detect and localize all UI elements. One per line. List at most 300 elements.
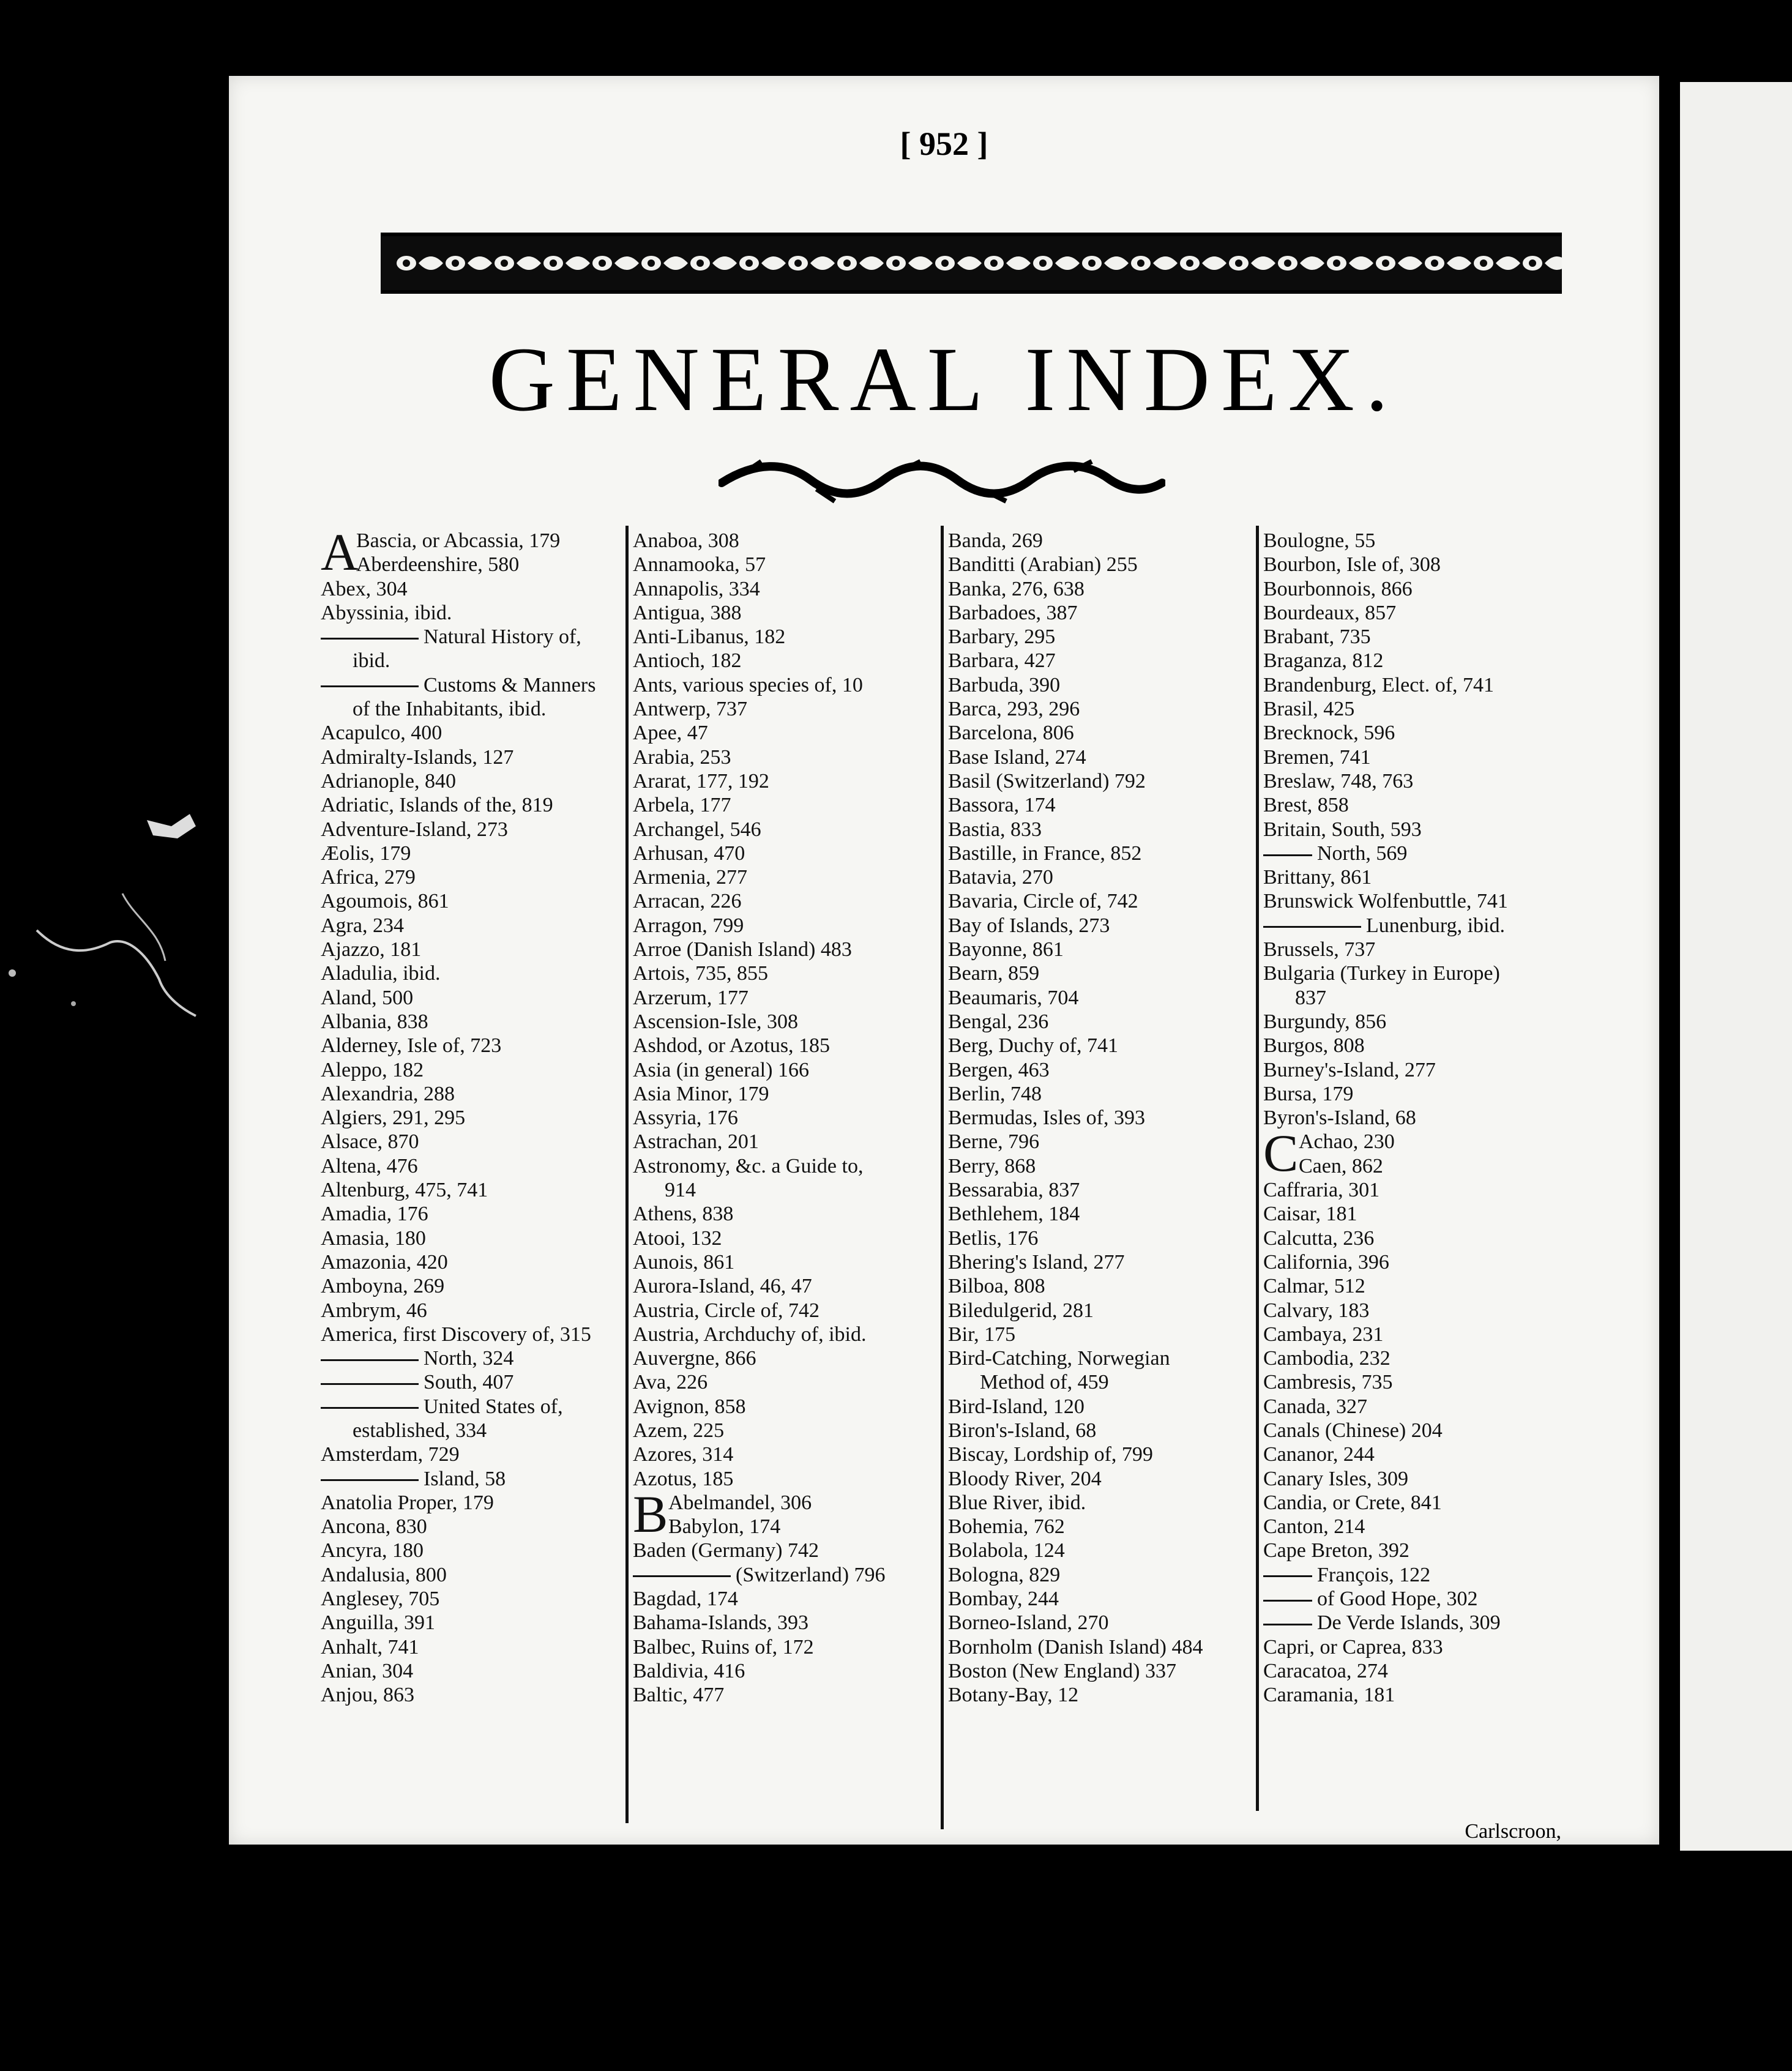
- ornament-leaf: [859, 256, 884, 270]
- index-entry: [948, 1274, 1257, 1298]
- entry-text: Albania, 838: [321, 1010, 428, 1033]
- index-entry: [633, 1539, 942, 1562]
- entry-text: Cape Breton, 392: [1263, 1539, 1409, 1562]
- index-entry: [321, 1515, 630, 1539]
- index-entry: [633, 1202, 942, 1226]
- index-entry: [321, 1491, 630, 1515]
- index-entry: [633, 721, 942, 745]
- index-entry: [948, 721, 1257, 745]
- entry-text: Alderney, Isle of, 723: [321, 1034, 502, 1058]
- index-entry: [633, 1250, 942, 1274]
- ornament-leaf: [614, 256, 639, 270]
- index-entry: [948, 1202, 1257, 1226]
- entry-text: established, 334: [353, 1419, 487, 1442]
- entry-text: Atooi, 132: [633, 1226, 722, 1250]
- entry-text: Bayonne, 861: [948, 938, 1064, 961]
- ornament-rosette-center: [501, 259, 508, 267]
- index-entry: [633, 577, 942, 601]
- entry-text: Abyssinia, ibid.: [321, 601, 452, 624]
- entry-text: Babylon, 174: [668, 1515, 781, 1539]
- index-entry: [633, 745, 942, 769]
- entry-text: Biron's-Island, 68: [948, 1419, 1097, 1442]
- index-entry: [948, 1587, 1257, 1611]
- entry-text: Botany-Bay, 12: [948, 1684, 1079, 1707]
- ornament-leaf: [1006, 256, 1031, 270]
- entry-text: of the Inhabitants, ibid.: [353, 698, 547, 721]
- entry-text: Anguilla, 391: [321, 1611, 435, 1635]
- ditto-dash: [1263, 1600, 1312, 1602]
- entry-text: Caen, 862: [1299, 1154, 1383, 1177]
- ditto-dash: [321, 638, 419, 640]
- ornament-rosette-center: [1088, 259, 1096, 267]
- entry-text: Lunenburg, ibid.: [1366, 914, 1505, 937]
- entry-text: Bahama-Islands, 393: [633, 1611, 809, 1635]
- entry-text: Barbara, 427: [948, 649, 1056, 673]
- entry-text: Basil (Switzerland) 792: [948, 769, 1146, 793]
- entry-text: Amadia, 176: [321, 1203, 428, 1226]
- entry-text: Caramania, 181: [1263, 1684, 1395, 1707]
- index-entry: [948, 1154, 1257, 1178]
- entry-text: Arzerum, 177: [633, 986, 749, 1009]
- ornament-leaf: [1447, 256, 1471, 270]
- index-entry: [633, 673, 942, 697]
- index-entry: [321, 697, 630, 721]
- index-entry: [948, 649, 1257, 673]
- index-entry: [1263, 1106, 1588, 1130]
- entry-text: Agra, 234: [321, 914, 404, 937]
- entry-text: Altena, 476: [321, 1154, 418, 1177]
- index-entry: [321, 1611, 630, 1635]
- entry-text: Arabia, 253: [633, 745, 731, 769]
- entry-text: Africa, 279: [321, 866, 416, 889]
- entry-text: Bulgaria (Turkey in Europe): [1263, 962, 1500, 985]
- index-entry: [633, 914, 942, 938]
- entry-text: Canton, 214: [1263, 1515, 1365, 1539]
- entry-text: Caisar, 181: [1263, 1203, 1357, 1226]
- index-entry: [321, 938, 630, 961]
- entry-text: Berne, 796: [948, 1130, 1040, 1154]
- entry-text: Bohemia, 762: [948, 1515, 1065, 1539]
- entry-text: Burgundy, 856: [1263, 1010, 1387, 1033]
- entry-text: Auvergne, 866: [633, 1347, 756, 1370]
- index-entry: [633, 961, 942, 985]
- entry-text: Bremen, 741: [1263, 745, 1371, 769]
- ornament-leaf: [1496, 256, 1520, 270]
- index-entry: [633, 1683, 942, 1707]
- entry-text: Bergen, 463: [948, 1058, 1050, 1081]
- index-entry: [948, 1442, 1257, 1466]
- entry-text: Biledulgerid, 281: [948, 1299, 1094, 1322]
- index-entry: [1263, 865, 1588, 889]
- index-entry: [321, 745, 630, 769]
- index-entry: [633, 818, 942, 841]
- index-entry: [321, 986, 630, 1010]
- index-entry: [321, 577, 630, 601]
- index-entry: [321, 961, 630, 985]
- entry-text: Azores, 314: [633, 1443, 734, 1466]
- entry-text: Admiralty-Islands, 127: [321, 745, 514, 769]
- entry-text: Brunswick Wolfenbuttle, 741: [1263, 890, 1508, 913]
- entry-text: Bourdeaux, 857: [1263, 601, 1397, 624]
- entry-text: De Verde Islands, 309: [1317, 1611, 1501, 1635]
- index-entry: [1263, 914, 1588, 938]
- index-entry: [948, 818, 1257, 841]
- entry-text: Bay of Islands, 273: [948, 914, 1110, 937]
- index-entry: [321, 1082, 630, 1106]
- index-entry: [948, 841, 1257, 865]
- index-entry: [321, 601, 630, 625]
- ornament-rosette-center: [599, 259, 606, 267]
- entry-text: Amasia, 180: [321, 1226, 426, 1250]
- index-entry: [948, 601, 1257, 625]
- index-entry: [321, 1467, 630, 1491]
- ditto-dash: [1263, 854, 1312, 856]
- entry-text: Island, 58: [424, 1467, 506, 1490]
- index-entry: [948, 865, 1257, 889]
- entry-text: Aurora-Island, 46, 47: [633, 1275, 812, 1298]
- drop-cap-letter: A: [321, 523, 359, 581]
- index-entry: [321, 625, 630, 649]
- index-entry: [633, 1034, 942, 1058]
- index-entry: [321, 1010, 630, 1034]
- entry-text: Adventure-Island, 273: [321, 818, 508, 841]
- entry-text: Cambresis, 735: [1263, 1371, 1393, 1394]
- index-entry: [1263, 1395, 1588, 1419]
- index-entry: [948, 1467, 1257, 1491]
- ornament-rosette-center: [843, 259, 851, 267]
- index-entry: [633, 1659, 942, 1683]
- index-entry: [321, 1106, 630, 1130]
- ornament-leaf: [908, 256, 933, 270]
- entry-text: Capri, or Caprea, 833: [1263, 1635, 1443, 1659]
- index-entry: [633, 986, 942, 1010]
- index-entry: [321, 1635, 630, 1659]
- index-entry: [1263, 625, 1588, 649]
- index-entry: [321, 1178, 630, 1202]
- entry-text: François, 122: [1317, 1563, 1431, 1586]
- entry-text: Barbuda, 390: [948, 673, 1061, 696]
- entry-text: Annamooka, 57: [633, 553, 766, 577]
- index-entry: [633, 1154, 942, 1178]
- entry-text: North, 569: [1317, 841, 1408, 865]
- index-entry: [633, 697, 942, 721]
- index-entry: [948, 1178, 1257, 1202]
- index-entry: [633, 601, 942, 625]
- index-entry: [321, 769, 630, 793]
- index-entry: [1263, 1539, 1588, 1562]
- index-entry: [948, 745, 1257, 769]
- index-entry: [948, 1563, 1257, 1587]
- index-entry: [321, 865, 630, 889]
- index-entry: [321, 1250, 630, 1274]
- index-entry: [1263, 961, 1588, 985]
- entry-text: Bloody River, 204: [948, 1467, 1102, 1490]
- entry-text: Anhalt, 741: [321, 1635, 419, 1659]
- index-entry: [1263, 1659, 1588, 1683]
- entry-text: Candia, or Crete, 841: [1263, 1491, 1442, 1514]
- entry-text: Barca, 293, 296: [948, 698, 1080, 721]
- entry-text: Asia (in general) 166: [633, 1058, 809, 1081]
- entry-text: Aleppo, 182: [321, 1058, 424, 1081]
- entry-text: Alexandria, 288: [321, 1082, 455, 1105]
- ornament-leaf: [1251, 256, 1275, 270]
- drop-cap-letter: B: [633, 1484, 668, 1543]
- entry-text: Arroe (Danish Island) 483: [633, 938, 852, 961]
- entry-text: Brabant, 735: [1263, 625, 1371, 649]
- entry-text: Apee, 47: [633, 722, 708, 745]
- entry-text: Barcelona, 806: [948, 722, 1074, 745]
- entry-text: Calvary, 183: [1263, 1299, 1370, 1322]
- entry-text: Bethlehem, 184: [948, 1203, 1080, 1226]
- index-column-1: [321, 523, 630, 1707]
- entry-text: Ajazzo, 181: [321, 938, 422, 961]
- ornament-rosette-center: [648, 259, 655, 267]
- ornament-rosette-center: [1529, 259, 1536, 267]
- index-entry: [948, 577, 1257, 601]
- entry-text: Brandenburg, Elect. of, 741: [1263, 673, 1495, 696]
- entry-text: Berlin, 748: [948, 1082, 1042, 1105]
- index-entry: [321, 721, 630, 745]
- index-entry: [633, 1563, 942, 1587]
- index-entry: [633, 938, 942, 961]
- index-entry: [1263, 1226, 1588, 1250]
- entry-text: Ambrym, 46: [321, 1299, 427, 1322]
- index-entry: [321, 889, 630, 913]
- index-entry: [633, 1106, 942, 1130]
- entry-text: Bombay, 244: [948, 1588, 1059, 1611]
- entry-text: Altenburg, 475, 741: [321, 1179, 488, 1202]
- entry-text: Canary Isles, 309: [1263, 1467, 1409, 1490]
- index-entry: [321, 1563, 630, 1587]
- entry-text: Calcutta, 236: [1263, 1226, 1375, 1250]
- entry-text: Artois, 735, 855: [633, 962, 768, 985]
- entry-text: Cambodia, 232: [1263, 1347, 1391, 1370]
- index-entry: [321, 673, 630, 697]
- entry-text: Athens, 838: [633, 1203, 734, 1226]
- ditto-dash: [1263, 1624, 1312, 1625]
- index-entry: [321, 1154, 630, 1178]
- index-entry: [633, 1274, 942, 1298]
- index-entry: [1263, 673, 1588, 697]
- index-entry: [633, 1611, 942, 1635]
- entry-text: Britain, South, 593: [1263, 818, 1422, 841]
- entry-text: 837: [1295, 986, 1326, 1009]
- ornament-rosette-center: [892, 259, 900, 267]
- ornament-leaf: [1349, 256, 1373, 270]
- index-entry: [948, 1515, 1257, 1539]
- index-entry: [1263, 1419, 1588, 1442]
- entry-text: Acapulco, 400: [321, 722, 442, 745]
- entry-text: Brussels, 737: [1263, 938, 1376, 961]
- index-entry: [1263, 649, 1588, 673]
- entry-text: Abex, 304: [321, 577, 408, 600]
- entry-text: Brecknock, 596: [1263, 722, 1395, 745]
- index-column-2: [633, 529, 942, 1707]
- entry-text: ibid.: [353, 649, 390, 673]
- entry-text: Amboyna, 269: [321, 1275, 445, 1298]
- index-entry: [948, 553, 1257, 577]
- entry-text: Customs & Manners: [424, 673, 596, 696]
- index-entry: [948, 938, 1257, 961]
- ornament-rosette-center: [403, 259, 410, 267]
- entry-text: Batavia, 270: [948, 866, 1053, 889]
- entry-text: Anglesey, 705: [321, 1588, 440, 1611]
- index-entry: [321, 1034, 630, 1058]
- index-entry: [948, 1346, 1257, 1370]
- index-entry: [948, 1250, 1257, 1274]
- entry-text: Caffraria, 301: [1263, 1179, 1380, 1202]
- drop-cap-letter: C: [1263, 1124, 1299, 1183]
- index-entry: [633, 769, 942, 793]
- ornament-rosette-center: [745, 259, 753, 267]
- index-entry: [321, 1299, 630, 1323]
- index-entry: [633, 1346, 942, 1370]
- entry-text: Antioch, 182: [633, 649, 742, 673]
- index-entry: [633, 1419, 942, 1442]
- index-entry: [948, 1419, 1257, 1442]
- entry-text: Ancona, 830: [321, 1515, 427, 1539]
- entry-text: Baldivia, 416: [633, 1659, 745, 1682]
- entry-text: Bornholm (Danish Island) 484: [948, 1635, 1203, 1659]
- entry-text: Annapolis, 334: [633, 577, 760, 600]
- entry-text: Bologna, 829: [948, 1563, 1061, 1586]
- entry-text: Boulogne, 55: [1263, 529, 1376, 552]
- catchword: Carlscroon,: [1465, 1820, 1561, 1843]
- ditto-dash: [1263, 926, 1361, 928]
- entry-text: United States of,: [424, 1395, 563, 1418]
- index-entry: [321, 1370, 630, 1394]
- entry-text: of Good Hope, 302: [1317, 1588, 1478, 1611]
- ornament-rosette-center: [1382, 259, 1389, 267]
- index-entry: [1263, 1154, 1588, 1178]
- index-entry: [321, 1659, 630, 1683]
- entry-text: California, 396: [1263, 1250, 1389, 1274]
- index-entry: [321, 841, 630, 865]
- index-entry: [1263, 1274, 1588, 1298]
- index-entry: [948, 914, 1257, 938]
- entry-text: Bird-Catching, Norwegian: [948, 1347, 1170, 1370]
- entry-text: Aberdeenshire, 580: [356, 553, 520, 577]
- entry-text: Bastille, in France, 852: [948, 841, 1142, 865]
- entry-text: Breslaw, 748, 763: [1263, 769, 1414, 793]
- index-entry: [633, 649, 942, 673]
- index-entry: [1263, 1346, 1588, 1370]
- entry-text: Arbela, 177: [633, 794, 731, 817]
- ornament-rosette-center: [1186, 259, 1193, 267]
- index-entry: [633, 1130, 942, 1154]
- index-entry: [1263, 1683, 1588, 1707]
- entry-text: Avignon, 858: [633, 1395, 746, 1418]
- index-entry: [1263, 986, 1588, 1010]
- index-entry: [948, 1370, 1257, 1394]
- index-entry: [321, 649, 630, 673]
- index-entry: [633, 865, 942, 889]
- entry-text: Banditti (Arabian) 255: [948, 553, 1138, 577]
- entry-text: Alsace, 870: [321, 1130, 419, 1154]
- entry-text: Bursa, 179: [1263, 1082, 1354, 1105]
- entry-text: Arragon, 799: [633, 914, 744, 937]
- index-entry: [633, 1587, 942, 1611]
- index-entry: [1263, 1034, 1588, 1058]
- ornament-leaf: [663, 256, 688, 270]
- entry-text: Anaboa, 308: [633, 529, 739, 552]
- index-entry: [633, 553, 942, 577]
- entry-text: Astronomy, &c. a Guide to,: [633, 1154, 864, 1177]
- entry-text: Bir, 175: [948, 1323, 1016, 1346]
- entry-text: Amsterdam, 729: [321, 1443, 460, 1466]
- entry-text: Agoumois, 861: [321, 890, 449, 913]
- entry-text: Banka, 276, 638: [948, 577, 1085, 600]
- entry-text: Barbadoes, 387: [948, 601, 1078, 624]
- ornament-rosette-center: [696, 259, 704, 267]
- ditto-dash: [321, 1407, 419, 1409]
- index-entry: [948, 1611, 1257, 1635]
- index-entry: [948, 769, 1257, 793]
- index-entry: [633, 1323, 942, 1346]
- ornament-leaf: [1104, 256, 1129, 270]
- ornament-rosette-center: [990, 259, 998, 267]
- entry-text: Azotus, 185: [633, 1467, 734, 1490]
- index-entry: [1263, 889, 1588, 913]
- index-entry: [948, 625, 1257, 649]
- index-entry: [1263, 1442, 1588, 1466]
- entry-text: Arhusan, 470: [633, 841, 745, 865]
- entry-text: Banda, 269: [948, 529, 1043, 552]
- entry-text: Brittany, 861: [1263, 866, 1372, 889]
- index-entry: [948, 793, 1257, 817]
- index-entry: [948, 1010, 1257, 1034]
- index-entry: [1263, 1515, 1588, 1539]
- index-entry: [321, 914, 630, 938]
- entry-text: Ancyra, 180: [321, 1539, 424, 1562]
- entry-text: Bessarabia, 837: [948, 1179, 1080, 1202]
- entry-text: Aladulia, ibid.: [321, 962, 441, 985]
- index-entry: [1263, 1635, 1588, 1659]
- entry-text: Arracan, 226: [633, 890, 742, 913]
- index-entry: [1263, 1370, 1588, 1394]
- index-entry: [633, 1082, 942, 1106]
- index-entry: [948, 673, 1257, 697]
- entry-text: Berry, 868: [948, 1154, 1036, 1177]
- entry-text: Ashdod, or Azotus, 185: [633, 1034, 831, 1058]
- entry-text: Adriatic, Islands of the, 819: [321, 794, 553, 817]
- index-entry: [321, 1130, 630, 1154]
- index-entry: [633, 1058, 942, 1082]
- decorative-flourish: [719, 455, 1165, 504]
- ornament-rosette-center: [1333, 259, 1340, 267]
- index-entry: [948, 889, 1257, 913]
- entry-text: Adrianople, 840: [321, 769, 456, 793]
- index-entry: [1263, 1563, 1588, 1587]
- index-entry: [321, 1442, 630, 1466]
- index-entry: [948, 1226, 1257, 1250]
- index-entry: [948, 1659, 1257, 1683]
- index-entry: [1263, 1299, 1588, 1323]
- index-entry: [1263, 1467, 1588, 1491]
- entry-text: 914: [665, 1179, 696, 1202]
- ornament-rosette-center: [941, 259, 949, 267]
- entry-text: Astrachan, 201: [633, 1130, 759, 1154]
- index-entry: [948, 1539, 1257, 1562]
- index-entry: [1263, 1202, 1588, 1226]
- ornament-leaf: [419, 256, 443, 270]
- index-entry: [321, 1419, 630, 1442]
- entry-text: Azem, 225: [633, 1419, 725, 1442]
- ornament-rosette-center: [452, 259, 459, 267]
- index-entry: [1263, 697, 1588, 721]
- index-entry: [633, 1370, 942, 1394]
- index-entry: [633, 1467, 942, 1491]
